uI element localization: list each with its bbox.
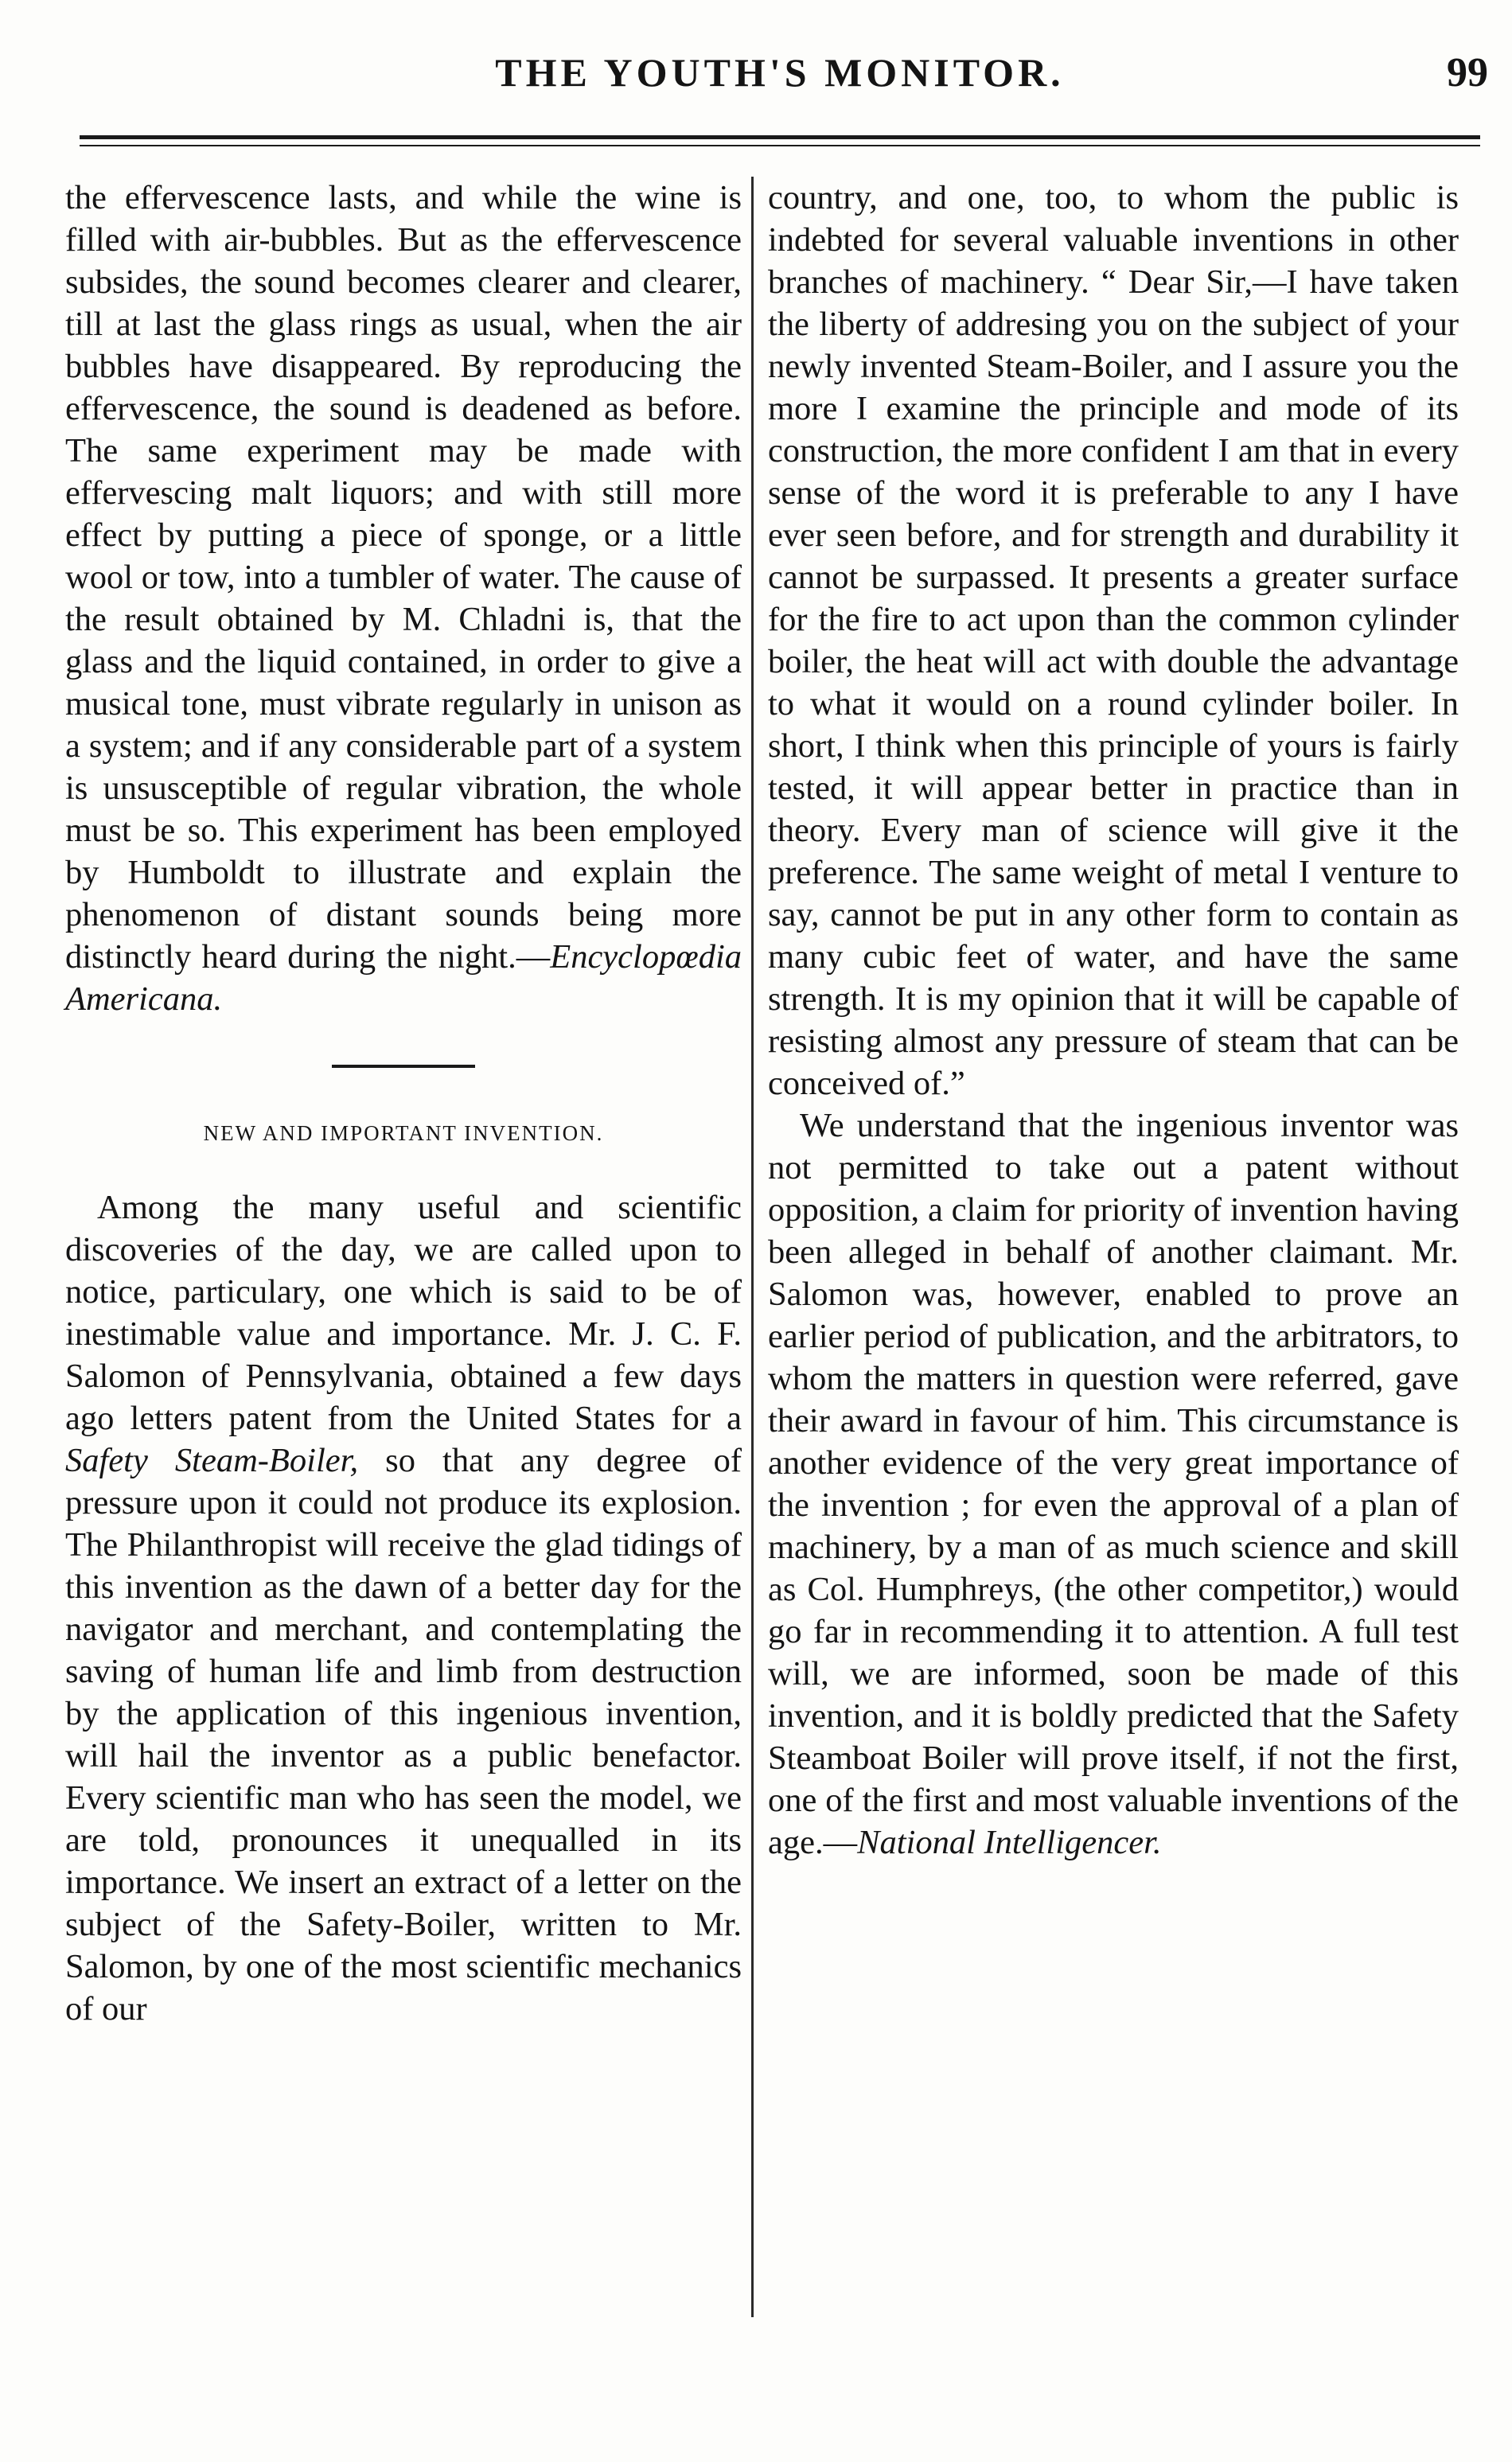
right-column bbox=[768, 177, 1459, 1864]
paragraph-invention bbox=[65, 1186, 742, 2030]
left-column bbox=[65, 177, 742, 2030]
header-rule-thin bbox=[80, 145, 1480, 146]
running-title: THE YOUTH'S MONITOR. bbox=[495, 50, 1065, 95]
paragraph-patent bbox=[768, 1104, 1459, 1864]
header-rule-thick bbox=[80, 135, 1480, 139]
paragraph-text-continued: so that any degree of pressure upon it could not produce its explosion. The Philanthropist will receive the glad tidings of this invention as the dawn of a better day for the navigator and merchant, and contemplating the saving of human life and limb from destruction by the application of this ingenious invention, will hail the inventor as a public benefactor. Every scientific man who has seen the model, we are told, pronounces it unequalled in its importance. We insert an extract of a letter on the subject of the Safety-Boiler, written to Mr. Salomon, by one of the most scientific mechanics of our bbox=[65, 1442, 742, 2028]
paragraph-text: Among the many useful and scientific discoveries of the day, we are called upon to notice, particulary, one which is said to be of inestimable value and importance. Mr. J. C. F. Salomon of Pennsylvania, obtained a few days ago letters patent from the United States for a bbox=[65, 1189, 742, 1437]
page-number: 99 bbox=[1447, 50, 1488, 95]
paragraph-text: We understand that the ingenious inventor was not permitted to take out a patent without opposition, a claim for priority of invention having been alleged in behalf of another claimant. Mr. Salomon was, however, enabled to prove an earlier period of publication, and the arbitrators, to whom the matters in question were referred, gave their award in favour of him. This circumstance is another evidence of the very great importance of the invention ; for even the approval of a plan of machinery, by a man of as much science and skill as Col. Humphreys, (the other competitor,) would go far in recommending it to attention. A full test will, we are informed, soon be made of this invention, and it is boldly predicted that the Safety Steamboat Boiler will prove itself, if not the first, one of the first and most valuable inventions of the age.— bbox=[768, 1107, 1459, 1861]
article-heading: NEW AND IMPORTANT INVENTION. bbox=[203, 1121, 604, 1145]
section-divider bbox=[332, 1065, 475, 1068]
paragraph-effervescence bbox=[65, 177, 742, 1020]
paragraph-text: the effervescence lasts, and while the wine is filled with air-bubbles. But as the effervescence subsides, the sound becomes clearer and clearer, till at last the glass rings as usual, when the air bubbles have disappeared. By reproducing the effervescence, the sound is deadened as before. The same experiment may be made with effervescing malt liquors; and with still more effect by putting a piece of sponge, or a little wool or tow, into a tumbler of water. The cause of the result obtained by M. Chladni is, that the glass and the liquid contained, in order to give a musical tone, must vibrate regularly in unison as a system; and if any considerable part of a system is unsusceptible of regular vibration, the whole must be so. This experiment has been employed by Humboldt to illustrate and explain the phenomenon of distant sounds being more distinctly heard during the night.— bbox=[65, 179, 742, 976]
source-citation: National Intelligencer. bbox=[857, 1824, 1162, 1861]
italic-term: Safety Steam-Boiler, bbox=[65, 1442, 359, 1479]
column-divider bbox=[751, 177, 754, 2317]
running-head bbox=[80, 32, 1488, 103]
source-citation: Encyclopœdia Americana. bbox=[65, 938, 742, 1018]
paragraph-letter: country, and one, too, to whom the public is indebted for several valuable inventions in other branches of machinery. “ Dear Sir,—I have taken the liberty of addresing you on the subject of your newly invented Steam-Boiler, and I assure you the more I examine the principle and mode of its construction, the more confident I am that in every sense of the word it is preferable to any I have ever seen before, and for strength and durability it cannot be surpassed. It presents a greater surface for the fire to act upon than the common cylinder boiler, the heat will act with double the advantage to what it would on a round cylinder boiler. In short, I think when this principle of yours is fairly tested, it will appear better in practice than in theory. Every man of science will give it the preference. The same weight of metal I venture to say, cannot be put in any other form to contain as many cubic feet of water, and have the same strength. It is my opinion that it will be capable of resisting almost any pressure of steam that can be conceived of.” bbox=[768, 179, 1459, 1102]
